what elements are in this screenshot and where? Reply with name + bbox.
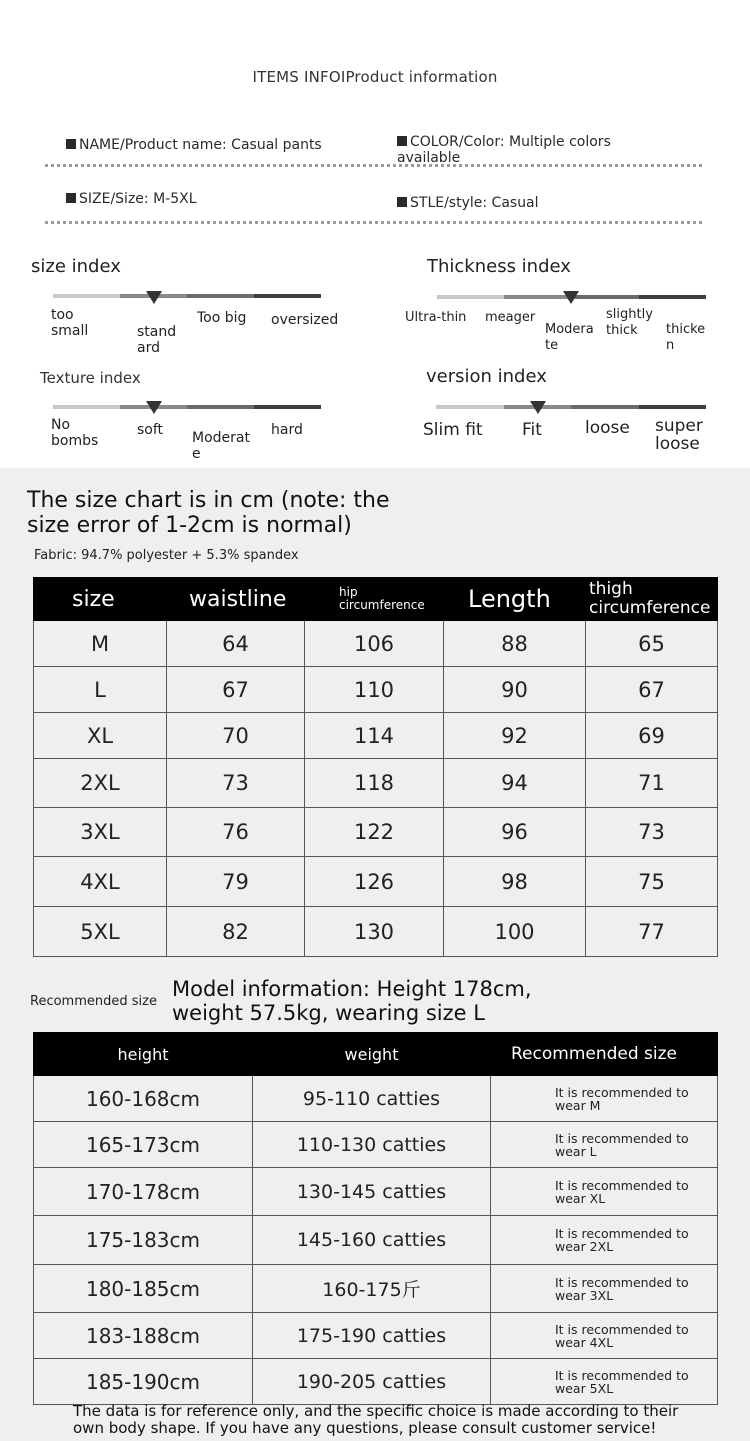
cell-waistline: 73	[167, 759, 305, 808]
table-row	[34, 759, 718, 808]
bullet-square-icon	[397, 136, 407, 146]
cell-hip: 114	[305, 713, 444, 759]
cell-weight: 145-160 catties	[253, 1216, 491, 1265]
info-size	[66, 191, 197, 207]
cell-waistline: 76	[167, 808, 305, 857]
cell-hip: 122	[305, 808, 444, 857]
cell-thigh: 73	[586, 808, 718, 857]
thickness-index-title: Thickness index	[427, 256, 571, 277]
cell-length: 90	[444, 667, 586, 713]
size-index-title: size index	[31, 256, 121, 277]
table-row	[34, 621, 718, 667]
version-index-title: version index	[426, 366, 547, 387]
cell-recommendation: It is recommended to wear 2XL	[491, 1216, 718, 1265]
cell-hip: 118	[305, 759, 444, 808]
table-row	[34, 857, 718, 907]
table-row	[34, 1265, 718, 1313]
texture-label-moderate: Moderat e	[192, 430, 250, 462]
table-row	[34, 1122, 718, 1168]
table-row	[34, 1168, 718, 1216]
cell-height: 180-185cm	[34, 1265, 253, 1313]
version-label-slim-fit: Slim fit	[423, 420, 483, 440]
cell-thigh: 71	[586, 759, 718, 808]
section-title: ITEMS INFOIProduct information	[252, 68, 498, 86]
table-row	[34, 1076, 718, 1122]
thickness-label-thicken: thicke n	[666, 322, 706, 353]
dotted-divider	[45, 164, 702, 167]
version-index-marker-icon	[530, 401, 546, 414]
cell-weight: 160-175斤	[253, 1265, 491, 1313]
info-size-text: SIZE/Size: M-5XL	[79, 191, 197, 207]
info-name	[66, 137, 322, 153]
footer-note: The data is for reference only, and the specific choice is made according to their own body shape. If you have any questions, please consult customer service!	[73, 1402, 679, 1437]
cell-recommendation: It is recommended to wear 5XL	[491, 1359, 718, 1405]
cell-height: 170-178cm	[34, 1168, 253, 1216]
version-label-loose: loose	[585, 418, 630, 438]
texture-label-no-bombs: No bombs	[51, 417, 99, 449]
cell-thigh: 65	[586, 621, 718, 667]
cell-thigh: 75	[586, 857, 718, 907]
bullet-square-icon	[397, 197, 407, 207]
cell-height: 185-190cm	[34, 1359, 253, 1405]
header-length: Length	[444, 578, 586, 621]
cell-recommendation: It is recommended to wear M	[491, 1076, 718, 1122]
size-index-marker-icon	[146, 291, 162, 304]
header-size: size	[34, 578, 167, 621]
dotted-divider	[45, 221, 702, 224]
size-index-bar	[53, 294, 321, 298]
cell-weight: 190-205 catties	[253, 1359, 491, 1405]
thickness-label-ultra-thin: Ultra-thin	[405, 310, 467, 325]
bullet-square-icon	[66, 139, 76, 149]
size-chart-title: The size chart is in cm (note: the size error of 1-2cm is normal)	[27, 488, 390, 538]
size-chart-header-row	[34, 578, 718, 621]
size-chart-table	[33, 577, 718, 957]
cell-recommendation: It is recommended to wear L	[491, 1122, 718, 1168]
cell-size: 5XL	[34, 907, 167, 957]
cell-size: M	[34, 621, 167, 667]
cell-thigh: 69	[586, 713, 718, 759]
version-label-fit: Fit	[522, 420, 542, 440]
info-color-text: COLOR/Color: Multiple colors available	[397, 134, 611, 166]
cell-waistline: 64	[167, 621, 305, 667]
size-label-standard: stand ard	[137, 324, 177, 356]
cell-length: 98	[444, 857, 586, 907]
table-row	[34, 713, 718, 759]
texture-index-marker-icon	[146, 401, 162, 414]
recommendation-table	[33, 1032, 718, 1405]
version-index-bar	[436, 405, 706, 409]
cell-thigh: 67	[586, 667, 718, 713]
cell-size: 2XL	[34, 759, 167, 808]
cell-height: 183-188cm	[34, 1313, 253, 1359]
cell-hip: 110	[305, 667, 444, 713]
cell-size: L	[34, 667, 167, 713]
table-row	[34, 1216, 718, 1265]
cell-recommendation: It is recommended to wear 3XL	[491, 1265, 718, 1313]
cell-waistline: 67	[167, 667, 305, 713]
cell-hip: 126	[305, 857, 444, 907]
cell-height: 160-168cm	[34, 1076, 253, 1122]
cell-waistline: 79	[167, 857, 305, 907]
texture-index-title: Texture index	[40, 369, 141, 387]
table-row	[34, 667, 718, 713]
header-weight: weight	[253, 1033, 491, 1076]
thickness-label-meager: meager	[485, 310, 536, 325]
cell-length: 92	[444, 713, 586, 759]
cell-weight: 110-130 catties	[253, 1122, 491, 1168]
header-hip: hip circumference	[305, 578, 444, 621]
cell-size: 4XL	[34, 857, 167, 907]
thickness-label-slightly-thick: slightly thick	[606, 307, 653, 338]
texture-label-hard: hard	[271, 422, 303, 438]
recommendation-header-row	[34, 1033, 718, 1076]
cell-recommendation: It is recommended to wear XL	[491, 1168, 718, 1216]
size-label-too-small: too small	[51, 307, 89, 339]
recommended-size-label: Recommended size	[30, 994, 157, 1009]
cell-length: 100	[444, 907, 586, 957]
model-info: Model information: Height 178cm, weight 57.5kg, wearing size L	[172, 977, 532, 1025]
cell-thigh: 77	[586, 907, 718, 957]
cell-length: 88	[444, 621, 586, 667]
table-row	[34, 808, 718, 857]
texture-label-soft: soft	[137, 422, 164, 438]
size-label-too-big: Too big	[197, 310, 247, 326]
cell-hip: 130	[305, 907, 444, 957]
info-name-text: NAME/Product name: Casual pants	[79, 137, 322, 153]
cell-height: 175-183cm	[34, 1216, 253, 1265]
product-info-section	[0, 0, 750, 468]
info-color	[397, 134, 657, 166]
cell-size: XL	[34, 713, 167, 759]
cell-size: 3XL	[34, 808, 167, 857]
cell-waistline: 70	[167, 713, 305, 759]
header-waistline: waistline	[167, 578, 305, 621]
table-row	[34, 1313, 718, 1359]
info-style-text: STLE/style: Casual	[410, 195, 539, 211]
version-label-super-loose: super loose	[655, 416, 703, 454]
texture-index-bar	[53, 405, 321, 409]
header-recommended-size: Recommended size	[491, 1033, 718, 1076]
cell-weight: 130-145 catties	[253, 1168, 491, 1216]
thickness-index-marker-icon	[563, 291, 579, 304]
cell-length: 96	[444, 808, 586, 857]
cell-hip: 106	[305, 621, 444, 667]
table-row	[34, 1359, 718, 1405]
cell-weight: 175-190 catties	[253, 1313, 491, 1359]
header-thigh: thigh circumference	[586, 578, 718, 621]
fabric-info: Fabric: 94.7% polyester + 5.3% spandex	[34, 548, 299, 563]
cell-waistline: 82	[167, 907, 305, 957]
cell-weight: 95-110 catties	[253, 1076, 491, 1122]
table-row	[34, 907, 718, 957]
thickness-label-moderate: Modera te	[545, 322, 594, 353]
cell-recommendation: It is recommended to wear 4XL	[491, 1313, 718, 1359]
info-style	[397, 195, 539, 211]
header-height: height	[34, 1033, 253, 1076]
cell-length: 94	[444, 759, 586, 808]
size-label-oversized: oversized	[271, 312, 339, 328]
cell-height: 165-173cm	[34, 1122, 253, 1168]
bullet-square-icon	[66, 193, 76, 203]
